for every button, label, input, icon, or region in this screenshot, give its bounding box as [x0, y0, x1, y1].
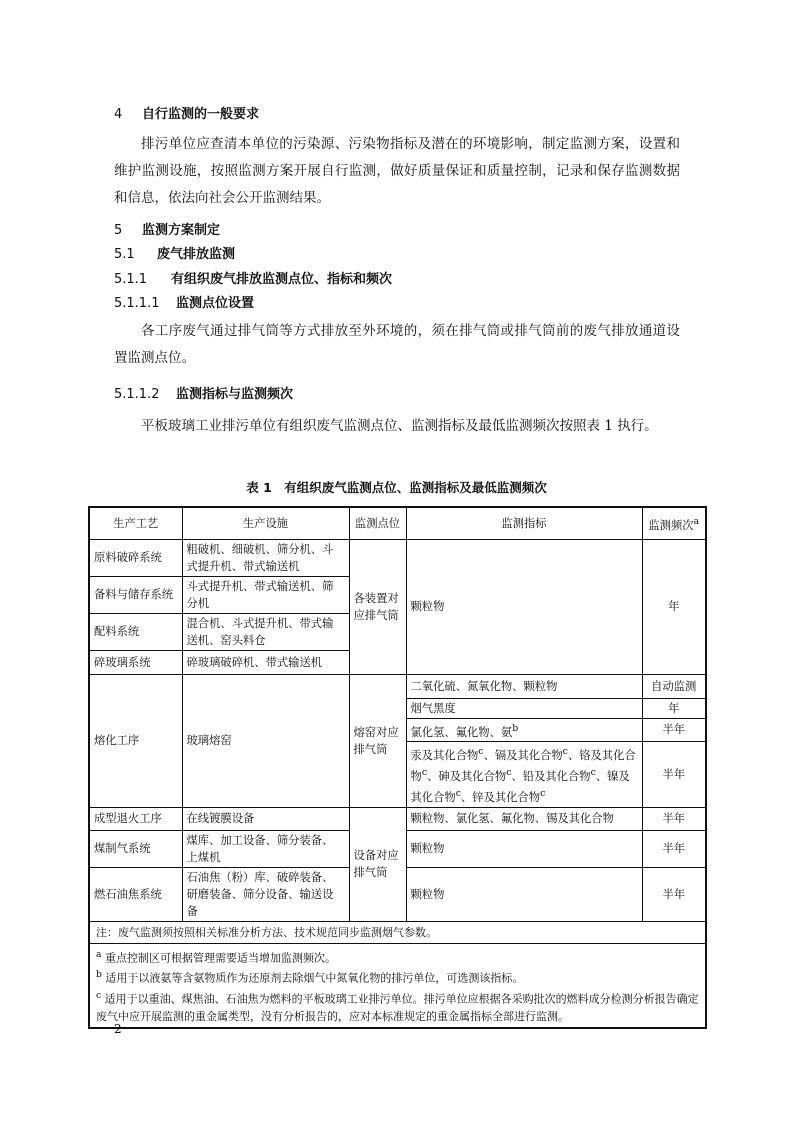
section-5-1-1-2-heading [114, 383, 293, 402]
footnote-marker: a [96, 948, 102, 960]
cell-point: 设备对应排气筒 [349, 807, 406, 921]
header-frequency-text: 监测频次 [648, 518, 694, 532]
footnote-marker: b [512, 722, 519, 734]
section-title: 监测指标与监测频次 [176, 387, 294, 402]
section-4-paragraph: 排污单位应查清本单位的污染源、污染物指标及潜在的环境影响，制定监测方案，设置和维护监测设施，按照监测方案开展自行监测，做好质量保证和质量控制，记录和保存监测数据和信息，依法向社会公开监测结果。 [114, 136, 680, 206]
section-5-heading [114, 219, 220, 238]
footnote-text: 重点控制区可根据管理需要适当增加监测频次。 [104, 951, 336, 965]
section-5-1-1-1-heading [114, 292, 254, 311]
cell-indicator: 颗粒物 [406, 830, 642, 867]
cell-facility: 斗式提升机、带式输送机、筛分机 [182, 576, 349, 613]
section-title: 监测点位设置 [176, 296, 255, 311]
section-number: 5.1.1.2 [114, 387, 160, 402]
footnote-marker: c [590, 767, 596, 779]
heavy-metal-item: 、铅及其化合物 [511, 769, 591, 783]
footnote-c [96, 987, 699, 1025]
section-5-1-1-heading [114, 268, 392, 287]
cell-indicator: 颗粒物、氯化氢、氟化物、锡及其化合物 [406, 807, 642, 830]
table-footnotes-row [89, 943, 706, 1027]
footnote-a [96, 946, 699, 967]
section-5-1-1-1-paragraph: 各工序废气通过排气筒等方式排放至外环境的，须在排气筒或排气筒前的废气排放通道设置监测点位。 [114, 323, 680, 366]
heavy-metal-item: 、镍及其化合物 [410, 769, 630, 804]
cell-indicator [406, 718, 642, 742]
cell-frequency: 年 [642, 539, 706, 674]
footnote-marker: c [455, 787, 461, 799]
cell-frequency: 半年 [642, 830, 706, 867]
section-title: 自行监测的一般要求 [142, 107, 260, 122]
section-number: 5.1 [114, 247, 135, 262]
cell-frequency: 半年 [642, 718, 706, 742]
heavy-metal-item: 、锌及其化合物 [460, 790, 541, 804]
cell-process: 燃石油焦系统 [89, 867, 182, 921]
cell-process: 碎玻璃系统 [89, 650, 182, 674]
cell-facility: 混合机、斗式提升机、带式输送机、窑头料仓 [182, 613, 349, 650]
cell-facility: 粗破机、细破机、筛分机、斗式提升机、带式输送机 [182, 539, 349, 576]
cell-facility: 玻璃熔窑 [182, 674, 349, 807]
cell-indicator: 颗粒物 [406, 539, 642, 674]
table-row [89, 807, 706, 830]
cell-frequency: 半年 [642, 807, 706, 830]
table-note-main: 注：废气监测须按照相关标准分析方法、技术规范同步监测烟气参数。 [89, 921, 706, 943]
section-5-1-heading [114, 243, 235, 262]
footnote-marker: c [478, 746, 484, 758]
heavy-metal-item: 、砷及其化合物 [427, 769, 507, 783]
footnote-marker: c [421, 767, 428, 779]
cell-frequency: 年 [642, 698, 706, 718]
header-indicator: 监测指标 [406, 507, 642, 539]
footnote-text: 适用于以液氨等含氨物质作为还原剂去除烟气中氮氧化物的排污单位，可选测该指标。 [105, 971, 524, 985]
cell-process: 熔化工序 [89, 674, 182, 807]
footnote-text: 适用于以重油、煤焦油、石油焦为燃料的平板玻璃工业排污单位。排污单位应根据各采购批次的燃料成分检测分析报告确定废气中应开展监测的重金属类型，没有分析报告的，应对本标准规定的重金属指标全部进行监测。 [96, 992, 699, 1023]
cell-indicator: 烟气黑度 [406, 698, 642, 718]
section-number: 5.1.1 [114, 272, 148, 287]
header-facility: 生产设施 [182, 507, 349, 539]
cell-indicator: 二氧化硫、氮氧化物、颗粒物 [406, 674, 642, 698]
cell-frequency: 自动监测 [642, 674, 706, 698]
cell-point: 熔窑对应排气筒 [349, 674, 406, 807]
footnote-marker: a [693, 515, 700, 527]
heavy-metal-item: 、铬及其化合物 [410, 749, 636, 783]
footnote-marker: c [96, 989, 102, 1001]
table-header-row [89, 507, 706, 539]
footnote-marker: c [562, 746, 568, 758]
table-row [89, 674, 706, 698]
header-process: 生产工艺 [89, 507, 182, 539]
heavy-metal-item: 汞及其化合物 [410, 749, 479, 763]
cell-frequency: 半年 [642, 742, 706, 807]
table-caption: 表 1 有组织废气监测点位、监测指标及最低监测频次 [246, 480, 547, 495]
cell-facility: 煤库、加工设备、筛分装备、上煤机 [182, 830, 349, 867]
heavy-metal-item: 、镉及其化合物 [483, 749, 563, 763]
cell-process: 原料破碎系统 [89, 539, 182, 576]
footnote-marker: c [540, 787, 546, 799]
header-frequency [642, 507, 706, 539]
section-5-1-1-2-paragraph: 平板玻璃工业排污单位有组织废气监测点位、监测指标及最低监测频次按照表 1 执行。 [141, 418, 658, 434]
cell-indicator-heavy-metals [406, 742, 642, 807]
table-footnotes [89, 943, 706, 1027]
cell-facility: 碎玻璃破碎机、带式输送机 [182, 650, 349, 674]
page-number: 2 [114, 1022, 122, 1036]
section-4-heading [114, 103, 259, 122]
section-number: 5 [114, 223, 123, 238]
cell-indicator: 颗粒物 [406, 867, 642, 921]
cell-frequency: 半年 [642, 867, 706, 921]
monitoring-table [88, 506, 707, 1029]
section-title: 监测方案制定 [142, 223, 221, 238]
header-point: 监测点位 [349, 507, 406, 539]
cell-point: 各装置对应排气筒 [349, 539, 406, 674]
cell-process: 成型退火工序 [89, 807, 182, 830]
footnote-b [96, 966, 699, 987]
footnote-marker: c [506, 767, 512, 779]
indicator-text: 氯化氢、氟化物、氨 [410, 725, 513, 739]
footnote-marker: b [96, 969, 102, 981]
table-row [89, 539, 706, 576]
cell-facility: 在线镀膜设备 [182, 807, 349, 830]
cell-process: 煤制气系统 [89, 830, 182, 867]
cell-process: 备料与储存系统 [89, 576, 182, 613]
table-note-row [89, 921, 706, 943]
section-title: 废气排放监测 [157, 247, 236, 262]
section-number: 5.1.1.1 [114, 296, 160, 311]
cell-facility: 石油焦（粉）库、破碎装备、研磨装备、筛分设备、输送设备 [182, 867, 349, 921]
cell-process: 配料系统 [89, 613, 182, 650]
section-number: 4 [114, 107, 123, 122]
section-title: 有组织废气排放监测点位、指标和频次 [171, 272, 393, 287]
